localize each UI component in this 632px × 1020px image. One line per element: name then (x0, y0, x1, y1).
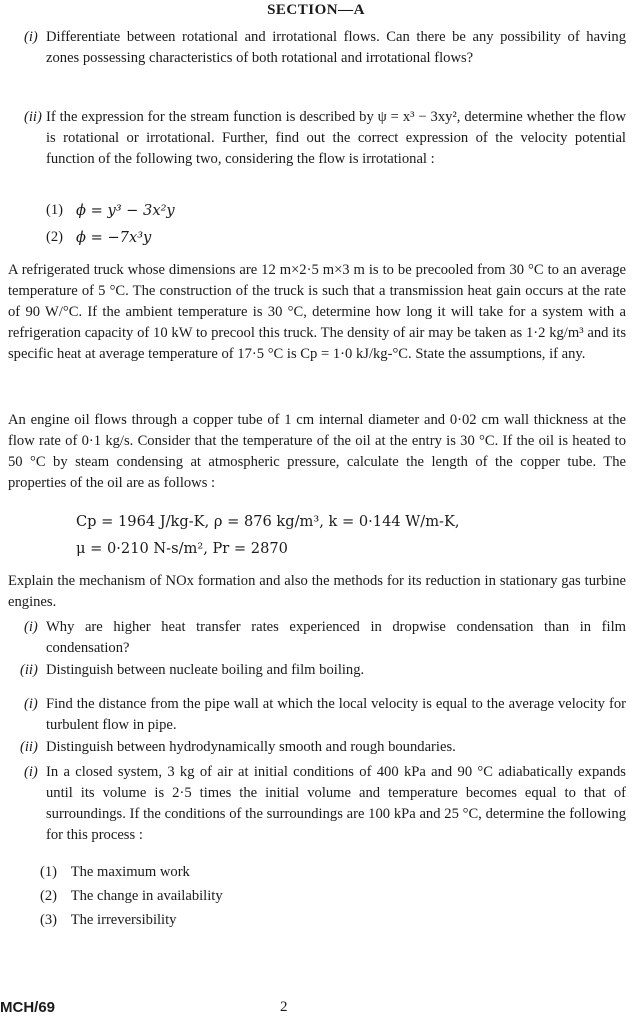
q3-properties-line-1: Cp = 1964 J/kg-K, ρ = 876 kg/m³, k = 0·144 W/m-K, (76, 513, 460, 530)
q7-item-3 (40, 910, 176, 931)
q1-i-number: (i) (24, 29, 38, 45)
q7-item-2 (40, 886, 223, 907)
q1-option-1-expression: ϕ = y³ − 3x²y (76, 202, 175, 219)
q7-item-1 (40, 862, 190, 883)
q7-item-3-number: (3) (40, 912, 58, 928)
q7-item-2-text: The change in availability (70, 888, 223, 904)
q6-i-number: (i) (24, 696, 38, 712)
q6-ii-number: (ii) (20, 739, 38, 755)
q1-option-2-number: (2) (46, 229, 64, 245)
q7-item-3-text: The irreversibility (70, 912, 177, 928)
q2-text: A refrigerated truck whose dimensions are 12 m×2·5 m×3 m is to be precooled from 30 °C to an average temperature of 5 °C. The construction of the truck is such that a transmission heat gain occurs at the rate of 90 W/°C. If the ambient temperature is 30 °C, determine how long it will take for a system with a refrigeration capacity of 10 kW to precool this truck. The density of air may be taken as 1·2 kg/m³ and its specific heat at average temperature of 17·5 °C is Cp = 1·0 kJ/kg-°C. State the assumptions, if any. (8, 262, 626, 362)
q3-properties-line-2: μ = 0·210 N-s/m², Pr = 2870 (76, 540, 288, 557)
q5-i-number: (i) (24, 619, 38, 635)
q1-ii-text: If the expression for the stream function is described by ψ = x³ − 3xy², determine whether the flow is rotational or irrotational. Further, find out the correct expression of the velocity potential function of the following two, considering the flow is irrotational : (46, 109, 626, 167)
page-number: 2 (280, 999, 288, 1015)
q7-item-1-text: The maximum work (70, 864, 190, 880)
q3-text: An engine oil flows through a copper tube of 1 cm internal diameter and 0·02 cm wall thickness at the flow rate of 0·1 kg/s. Consider that the temperature of the oil at the entry is 30 °C. If the oil is heated to 50 °C by steam condensing at atmospheric pressure, calculate the length of the copper tube. The properties of the oil are as follows : (8, 412, 626, 491)
q1-option-2-expression: ϕ = −7x³y (76, 229, 152, 246)
q7-i-number: (i) (24, 764, 38, 780)
section-title: SECTION—A (267, 2, 365, 18)
q5-i-text: Why are higher heat transfer rates experienced in dropwise condensation than in film condensation? (46, 619, 626, 656)
paper-code: MCH/69 (0, 999, 56, 1016)
q6-ii-text: Distinguish between hydrodynamically smooth and rough boundaries. (46, 739, 456, 755)
q5-ii-text: Distinguish between nucleate boiling and film boiling. (46, 662, 365, 678)
q7-i-text: In a closed system, 3 kg of air at initial conditions of 400 kPa and 90 °C adiabatically expands until its volume is 2·5 times the initial volume and temperature becomes equal to that of surroundings. If the conditions of the surroundings are 100 kPa and 25 °C, determine the following for this process : (46, 764, 626, 843)
q5-ii-number: (ii) (20, 662, 38, 678)
q4-text: Explain the mechanism of NOx formation and also the methods for its reduction in stationary gas turbine engines. (8, 573, 626, 610)
q1-i-text: Differentiate between rotational and irrotational flows. Can there be any possibility of having zones possessing characteristics of both rotational and irrotational flows? (46, 29, 626, 66)
q6-i-text: Find the distance from the pipe wall at which the local velocity is equal to the average velocity for turbulent flow in pipe. (46, 696, 626, 733)
q7-item-1-number: (1) (40, 864, 58, 880)
q1-ii-number: (ii) (24, 109, 42, 125)
q7-item-2-number: (2) (40, 888, 58, 904)
q1-option-1-number: (1) (46, 202, 64, 218)
